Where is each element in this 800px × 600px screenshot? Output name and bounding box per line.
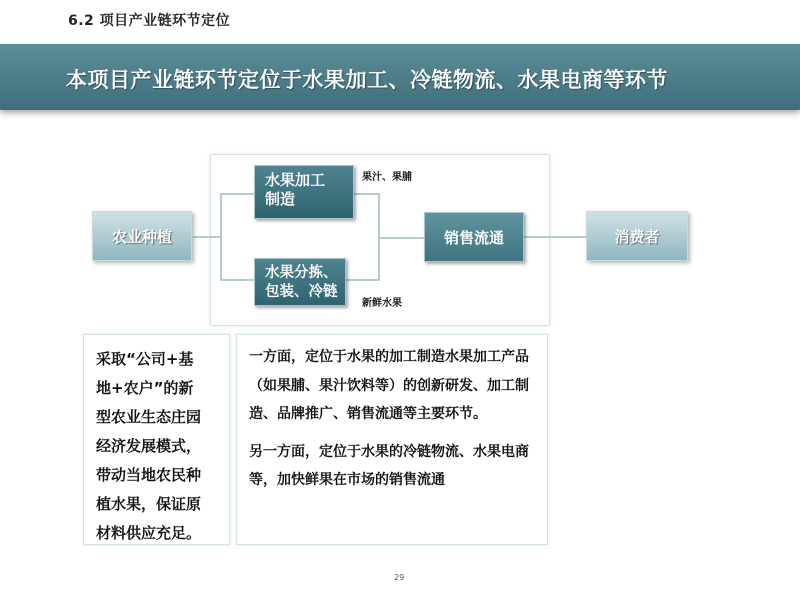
- processing-box: [254, 165, 354, 219]
- sorting-label-line1: 水果分拣、: [265, 265, 338, 281]
- connector: [220, 279, 254, 281]
- section-title: 6.2 项目产业链环节定位: [68, 13, 231, 29]
- right-text-panel: [236, 334, 548, 545]
- left-text-line: 带动当地农民种: [96, 466, 202, 484]
- left-text-line: 经济发展模式，: [96, 437, 202, 455]
- left-text-line: 地+农户”的新: [96, 379, 194, 397]
- agriculture-box: [92, 211, 192, 261]
- connector: [345, 279, 380, 281]
- left-text-line: 植水果，保证原: [96, 495, 202, 513]
- right-paragraph-2: 另一方面，定位于水果的冷链物流、水果电商等，加快鲜果在市场的销售流通: [249, 443, 529, 488]
- fresh-fruit-label: 新鲜水果: [362, 298, 402, 309]
- left-text-panel: [83, 334, 230, 545]
- connector: [380, 237, 424, 239]
- sorting-label-line2: 包装、冷链: [265, 284, 338, 300]
- connector: [354, 193, 380, 195]
- sales-box: [424, 212, 524, 262]
- juice-label: 果汁、果脯: [362, 172, 412, 183]
- left-text-line: 型农业生态庄园: [96, 408, 202, 426]
- page-number: 29: [394, 573, 405, 582]
- right-paragraph-1: 一方面，定位于水果的加工制造水果加工产品（如果脯、果汁饮料等）的创新研发、加工制造、品牌推广、销售流通等主要环节。: [249, 349, 529, 422]
- sales-label: 销售流通: [443, 228, 504, 247]
- consumer-box: [586, 211, 688, 261]
- connector: [220, 193, 222, 280]
- left-text-line: 采取“公司+基: [96, 350, 194, 368]
- connector: [220, 193, 254, 195]
- banner-title: 本项目产业链环节定位于水果加工、冷链物流、水果电商等环节: [66, 68, 668, 92]
- sorting-box: [254, 258, 346, 306]
- agriculture-label: 农业种植: [111, 227, 172, 246]
- consumer-label: 消费者: [614, 227, 660, 246]
- left-text-line: 材料供应充足。: [96, 524, 202, 542]
- processing-label-line2: 制造: [265, 190, 296, 208]
- connector: [524, 236, 586, 238]
- connector: [193, 236, 221, 238]
- processing-label-line1: 水果加工: [265, 171, 326, 189]
- title-banner: [0, 44, 800, 110]
